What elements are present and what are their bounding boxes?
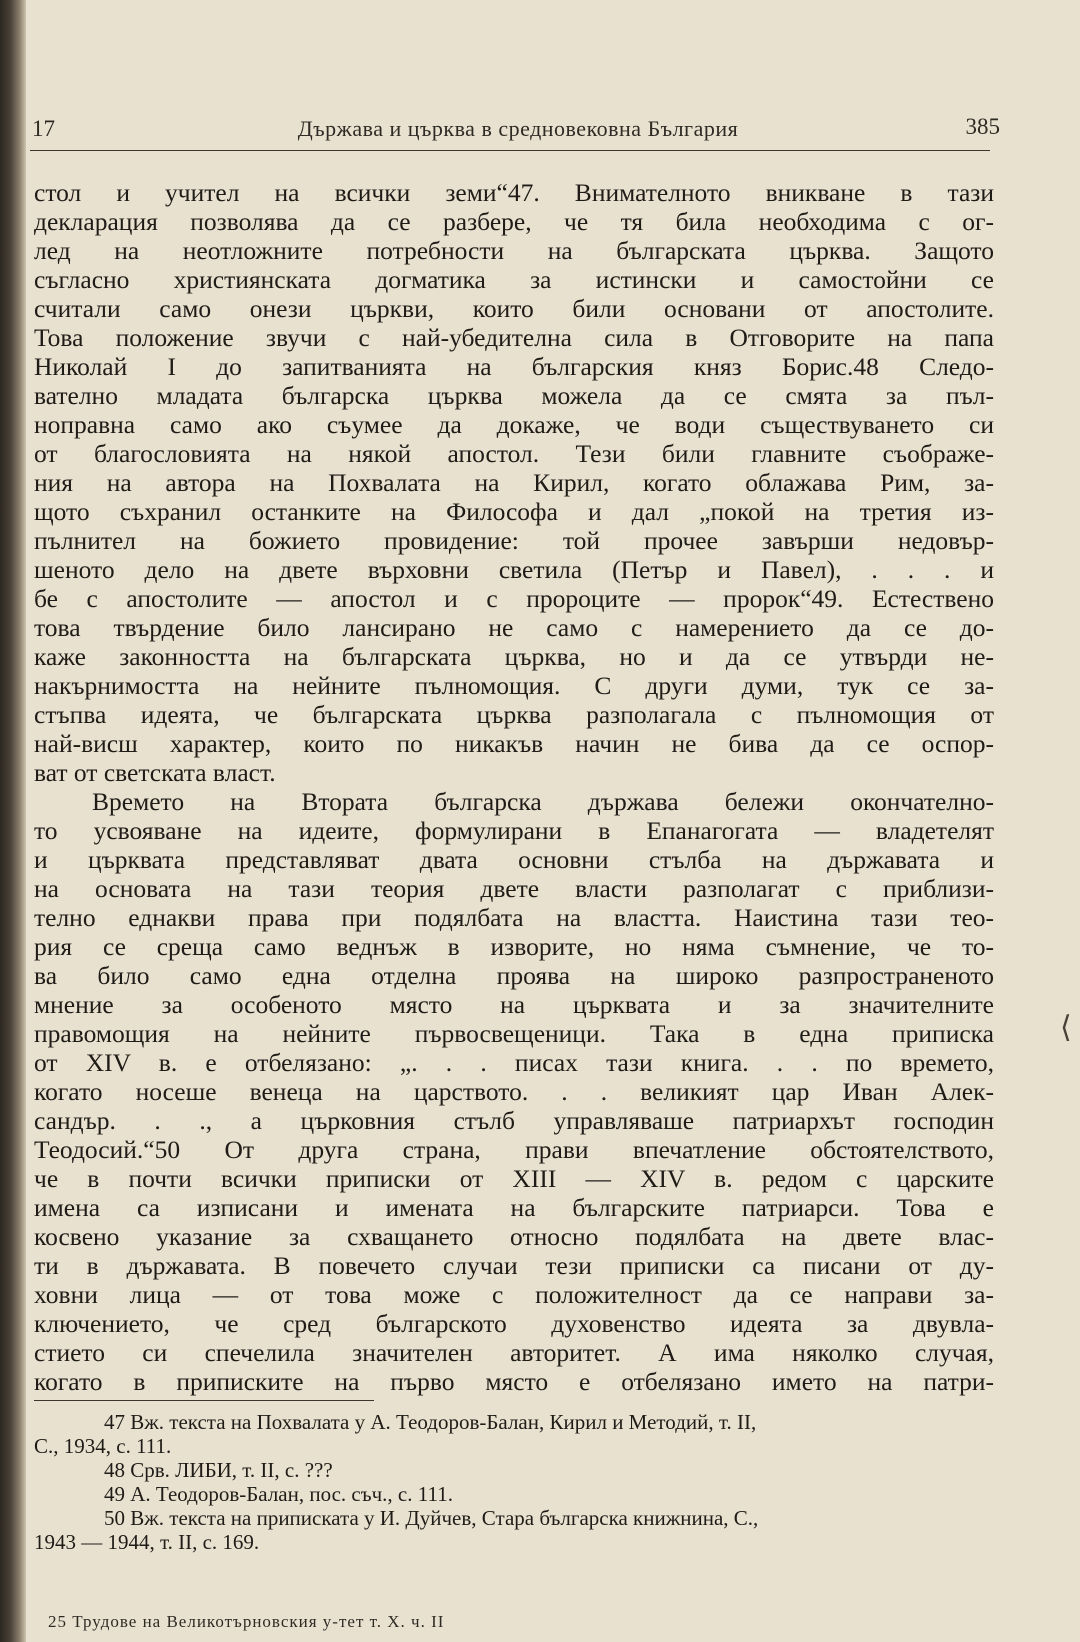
text-line: ти в държавата. В повечето случаи тези приписки са писани от ду-: [34, 1251, 994, 1280]
footnote-rule: [34, 1400, 374, 1401]
page-edge-bracket-icon: ⟨: [1060, 1010, 1072, 1045]
text-line: това твърдение било лансирано не само с намерението да се до-: [34, 613, 994, 642]
text-line: Теодосий.“50 От друга страна, прави впечатление обстоятелството,: [34, 1135, 994, 1164]
text-line: правомощия на нейните първосвещеници. Така в една приписка: [34, 1019, 994, 1048]
text-line: лед на неотложните потребности на българската църква. Защото: [34, 236, 994, 265]
running-title: Държава и църква в средновековна България: [297, 116, 739, 141]
text-line: ва било само една отделна проява на широко разпространеното: [34, 961, 994, 990]
text-line: стието си спечелила значителен авторитет. А има няколко случая,: [34, 1338, 994, 1367]
footnote-50: 50 Вж. текста на приписката у И. Дуйчев, Стара българска книжнина, С.,: [104, 1506, 759, 1530]
text-line: Николай I до запитванията на българския княз Борис.48 Следо-: [34, 352, 994, 381]
text-line: шеното дело на двете върховни светила (Петър и Павел), . . . и: [34, 555, 994, 584]
page-number: 385: [965, 114, 1000, 139]
text-line: вателно младата българска църква можела да се смята за пъл-: [34, 381, 994, 410]
text-line: от XIV в. е отбелязано: „. . . писах тази книга. . . по времето,: [34, 1048, 994, 1077]
text-line: стол и учител на всички земи“47. Внимателното вникване в тази: [34, 178, 994, 207]
text-line: ноправна само ако съумее да докаже, че води съществуването си: [34, 410, 994, 439]
text-line: най-висш характер, които по никакъв начин не бива да се оспор-: [34, 729, 994, 758]
footnote-50-continued: 1943 — 1944, т. II, с. 169.: [34, 1530, 260, 1554]
footnote-47-continued: С., 1934, с. 111.: [34, 1434, 172, 1458]
footnote-47: 47 Вж. текста на Похвалата у А. Теодоров-Балан, Кирил и Методий, т. II,: [104, 1410, 757, 1434]
text-line: телно еднакви права при подялбата на властта. Наистина тази тео-: [34, 903, 994, 932]
printer-signature: 25 Трудове на Великотърновския у-тет т. X. ч. II: [48, 1612, 445, 1631]
text-line: на основата на тази теория двете власти разполагат с приблизи-: [34, 874, 994, 903]
text-line: ния на автора на Похвалата на Кирил, когато облажава Рим, за-: [34, 468, 994, 497]
text-line: косвено указание за схващането относно подялбата на двете влас-: [34, 1222, 994, 1251]
text-line: рия се среща само веднъж в изворите, но няма съмнение, че то-: [34, 932, 994, 961]
text-line: накърнимостта на нейните пълномощия. С други думи, тук се за-: [34, 671, 994, 700]
text-line: ховни лица — от това може с положителност да се направи за-: [34, 1280, 994, 1309]
footnotes: [34, 1410, 994, 1554]
book-binding-shadow: [0, 0, 26, 1642]
text-line: пълнител на божието провидение: той прочее завърши недовър-: [34, 526, 994, 555]
text-line: когато в приписките на първо място е отбелязано името на патри-: [34, 1367, 994, 1396]
text-line: мнение за особеното място на църквата и за значителните: [34, 990, 994, 1019]
text-line: че в почти всички приписки от XIII — XIV в. редом с царските: [34, 1164, 994, 1193]
text-line: считали само онези църкви, които били основани от апостолите.: [34, 294, 994, 323]
text-line: декларация позволява да се разбере, че тя била необходима с ог-: [34, 207, 994, 236]
text-line: бе с апостолите — апостол и с пророците — пророк“49. Естествено: [34, 584, 994, 613]
header-page-ref: 17: [32, 116, 55, 141]
text-line: ключението, че сред българското духовенство идеята за двувла-: [34, 1309, 994, 1338]
text-line: сандър. . ., а църковния стълб управляваше патриархът господин: [34, 1106, 994, 1135]
footnote-49: 49 А. Теодоров-Балан, пос. съч., с. 111.: [104, 1482, 453, 1506]
text-line: каже законността на българската църква, но и да се утвърди не-: [34, 642, 994, 671]
footnote-48: 48 Срв. ЛИБИ, т. II, с. ???: [104, 1458, 333, 1482]
text-line: имена са изписани и имената на българските патриарси. Това е: [34, 1193, 994, 1222]
text-line: от благословията на някой апостол. Тези били главните съображе-: [34, 439, 994, 468]
text-line: и църквата представляват двата основни стълба на държавата и: [34, 845, 994, 874]
text-line: Това положение звучи с най-убедителна сила в Отговорите на папа: [34, 323, 994, 352]
text-line: то усвояване на идеите, формулирани в Епанагогата — владетелят: [34, 816, 994, 845]
paragraph-start-line: Времето на Втората българска държава бележи окончателно-: [92, 787, 994, 816]
text-line: стъпва идеята, че българската църква разполагала с пълномощия от: [34, 700, 994, 729]
text-line: когато носеше венеца на царството. . . великият цар Иван Алек-: [34, 1077, 994, 1106]
text-line: съгласно християнската догматика за истински и самостойни се: [34, 265, 994, 294]
body-text: [34, 178, 994, 1396]
text-line: щото съхранил останките на Философа и дал „покой на третия из-: [34, 497, 994, 526]
paragraph-end-line: ват от светската власт.: [34, 758, 276, 787]
page-header: [28, 112, 1008, 148]
header-rule: [30, 150, 990, 151]
